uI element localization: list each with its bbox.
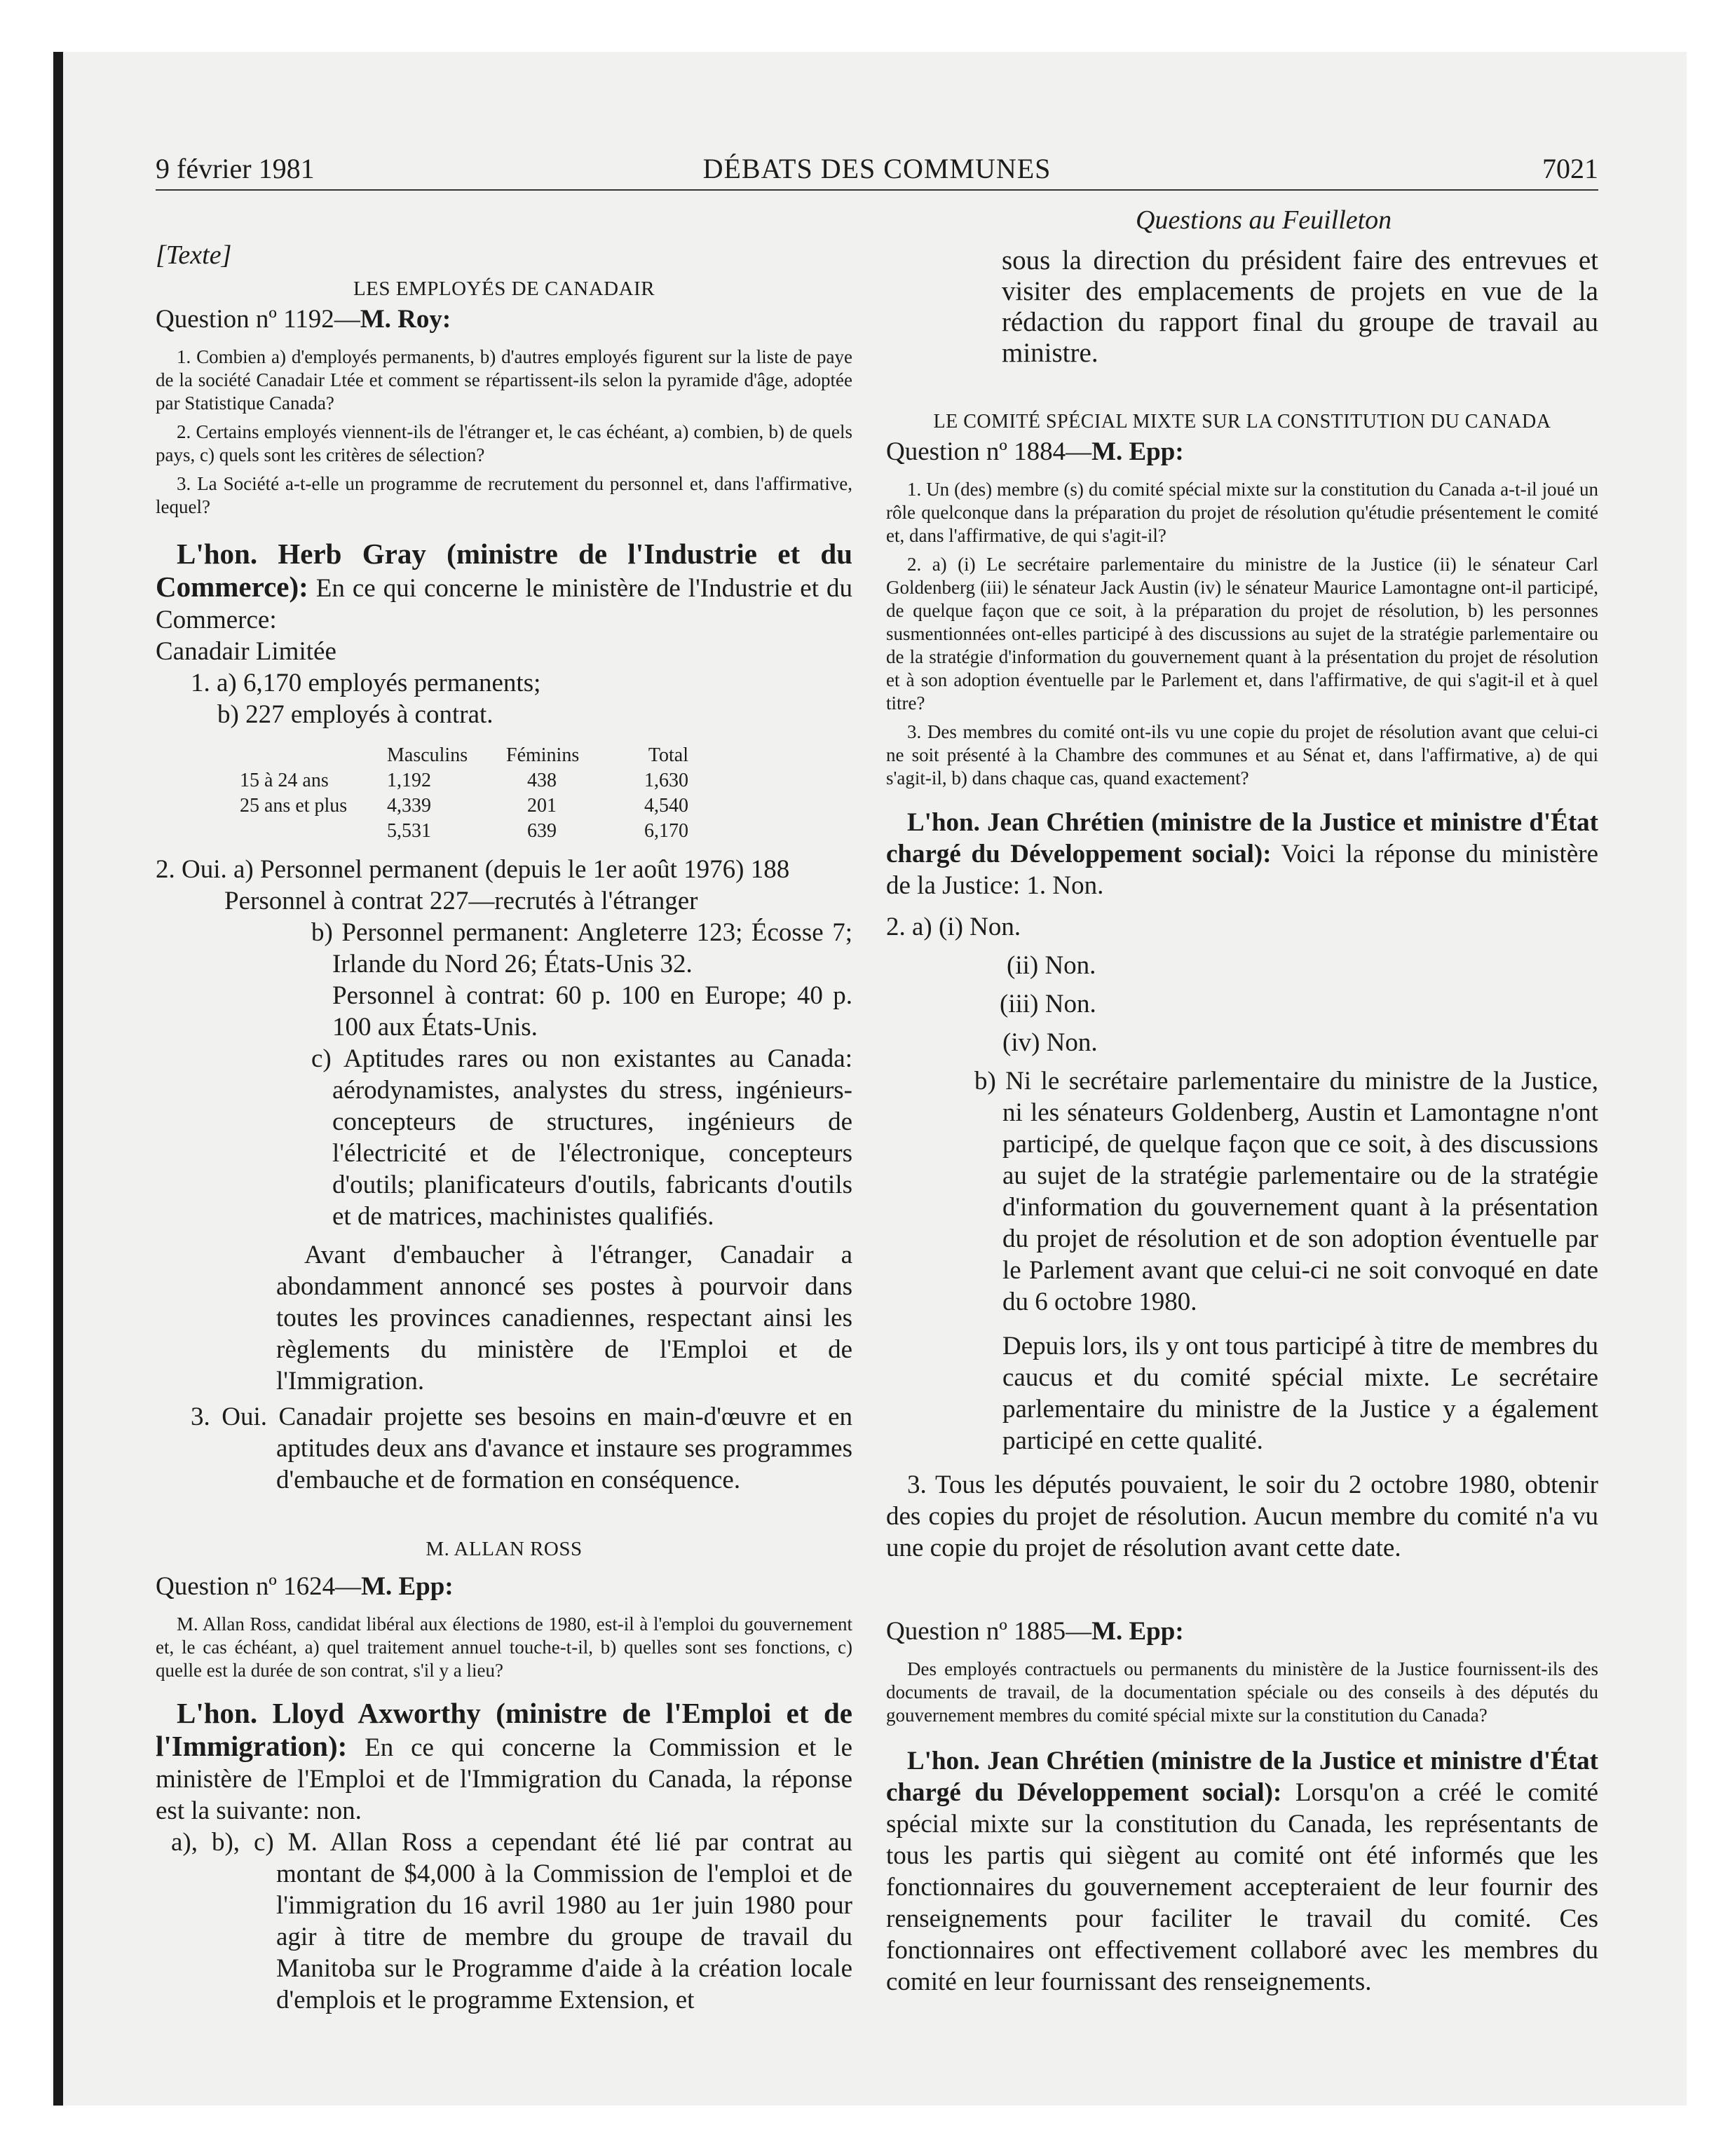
answer-2-note: Avant d'embaucher à l'étranger, Canadair a abondamment annoncé ses postes à pourvoir dans toutes les provinces canadiennes, respectant ainsi les règlements du ministère de l'Emploi et de l'Immigration. [276,1241,852,1396]
answer-axworthy [156,1698,852,1827]
answer-1a: 1. a) 6,170 employés permanents; [191,669,541,697]
answer-intro: En ce qui concerne le ministère de l'Industrie et du Commerce: [156,574,852,634]
answer-chretien-1 [886,807,1598,901]
cell: 4,540 [644,795,688,817]
question-label: Question nº 1624— [156,1572,362,1601]
company-name: Canadair Limitée [156,637,336,666]
heading-allan-ross: M. ALLAN ROSS [426,1538,583,1560]
table-header [240,743,688,768]
cell: 1,192 [387,770,431,791]
q1192-item-1: 1. Combien a) d'employés permanents, b) d'autres employés figurent sur la liste de paye de la société Canadair Ltée et comment se répartissent-ils selon la pyramide d'âge, adoptée par Statistique Canada? [156,346,852,414]
col-header: Masculins [387,744,468,766]
question-member: M. Epp: [361,1572,454,1601]
answer-3: 3. Tous les députés pouvaient, le soir du 2 octobre 1980, obtenir des copies du projet de résolution. Aucun membre du comité n'a vu une copie du projet de résolution avant cette date. [886,1471,1598,1562]
answer-chretien-2 [886,1745,1598,1998]
q1192-item-2: 2. Certains employés viennent-ils de l'étranger et, le cas échéant, a) combien, b) de quels pays, c) quels sont les critères de sélection? [156,421,852,465]
cell: 5,531 [387,820,431,842]
q1884-item-2: 2. a) (i) Le secrétaire parlementaire du ministre de la Justice (ii) le sénateur Carl Goldenberg (iii) le sénateur Jack Austin (iv) le sénateur Maurice Lamontagne ont-il participé, de quelque façon que ce soit, à la préparation du projet de résolution, b) les personnes susmentionnées ont-elles participé à des discussions au sujet de la stratégie parlementaire ou de la stratégie d'information du gouvernement quant à la présentation du projet de résolution et à son adoption éventuelle par le Parlement et, dans l'affirmative, de qui s'agit-il et à quel titre? [886,554,1598,714]
question-1885 [886,1616,1598,1648]
speaker: L'hon. Herb Gray (ministre de l'Industrie et du Commerce): [156,538,852,603]
question-1884 [886,436,1598,468]
cell: 6,170 [644,820,688,842]
q1884-item-3: 3. Des membres du comité ont-ils vu une copie du projet de résolution avant que celui-ci ne soit présenté à la Chambre des communes et au Sénat et, dans l'affirmative, a) de qui s'agit-il, b) dans chaque cas, quand exactement? [886,721,1598,789]
cell [240,819,387,844]
question-member: M. Epp: [1091,1617,1184,1646]
cell: 639 [527,820,557,842]
table-row [240,793,688,819]
continued-text: sous la direction du président faire des entrevues et visiter des emplacements de projets en vue de la rédaction du rapport final du groupe de travail au ministre. [1002,245,1598,368]
answer-2a-iii: (iii) Non. [1000,990,1096,1018]
question-label: Question nº 1192— [156,305,360,334]
speaker: L'hon. Lloyd Axworthy (ministre de l'Emploi et de l'Immigration): [156,1697,852,1762]
cell: 15 à 24 ans [240,770,329,791]
scan-edge [53,52,63,2106]
texte-label: [Texte] [156,240,232,270]
answer-text: Lorsqu'on a créé le comité spécial mixte sur la constitution du Canada, les représentants de tous les partis qui siègent au comité ont été informés que les fonctionnaires du gouvernement accepteraient de leur fournir des renseignements pour faciliter le travail du comité. Ces fonctionnaires ont effectivement collaboré avec les membres du comité en leur fournissant des renseignements. [886,1778,1599,1996]
answer-abc: a), b), c) M. Allan Ross a cependant été lié par contrat au montant de $4,000 à la Commission de l'emploi et de l'immigration du 16 avril 1980 au 1er juin 1980 pour agir à titre de membre du groupe de travail du Manitoba sur le Programme d'aide à la création locale d'emplois et le programme Extension, et [171,1828,852,2014]
col-header: Féminins [506,744,580,766]
answer-2b-contract: Personnel à contrat: 60 p. 100 en Europe; 40 p. 100 aux États-Unis. [332,981,852,1042]
page-header [156,146,1598,191]
question-member: M. Epp: [1091,437,1184,466]
speaker: L'hon. Jean Chrétien (ministre de la Justice et ministre d'État chargé du Développement social): [886,808,1598,868]
header-title: DÉBATS DES COMMUNES [702,153,1052,184]
header-page-number: 7021 [1542,153,1598,184]
cell: 4,339 [387,795,431,817]
answer-2a: 2. Oui. a) Personnel permanent (depuis le 1er août 1976) 188 [156,855,790,884]
question-label: Question nº 1884— [886,437,1092,466]
speaker: L'hon. Jean Chrétien (ministre de la Justice et ministre d'État chargé du Développement social): [886,1747,1598,1807]
header-date: 9 février 1981 [156,153,315,184]
question-1192 [156,303,852,336]
table-row [240,819,688,844]
left-column [156,236,852,2016]
answer-3: 3. Oui. Canadair projette ses besoins en main-d'œuvre et en aptitudes deux ans d'avance et instaure ses programmes d'embauche et de formation en conséquence. [191,1403,852,1494]
heading-canadair: LES EMPLOYÉS DE CANADAIR [353,278,655,300]
answer-intro: Voici la réponse du ministère de la Justice: 1. Non. [886,840,1598,900]
answer-gray [156,538,852,636]
answer-2b: b) Ni le secrétaire parlementaire du ministre de la Justice, ni les sénateurs Goldenberg, Austin et Lamontagne n'ont participé, de quelque façon que ce soit, à des discussions au sujet de la stratégie parlementaire ou de la stratégie d'information du gouvernement quant à la présentation du projet de résolution et de son adoption éventuelle par le Parlement avant que celui-ci ne soit convoqué en date du 6 octobre 1980. [974,1067,1598,1316]
answer-2b-since: Depuis lors, ils y ont tous participé à titre de membres du caucus et du comité spécial mixte. Le secrétaire parlementaire du ministre de la Justice y a également participé en cette qualité. [1002,1332,1598,1455]
answer-2a-i: 2. a) (i) Non. [886,913,1021,941]
cell: 438 [527,770,557,791]
answer-2c: c) Aptitudes rares ou non existantes au Canada: aérodynamistes, analystes du stress, ingénieurs-concepteurs de structures, ingénieurs de l'électricité et de l'électronique, concepteurs d'outils; planificateurs d'outils, fabricants d'outils et de matrices, machinistes qualifiés. [311,1044,852,1231]
answer-2a-ii: (ii) Non. [1007,951,1096,980]
cell: 25 ans et plus [240,795,348,817]
answer-2b: b) Personnel permanent: Angleterre 123; Écosse 7; Irlande du Nord 26; États-Unis 32. [311,918,852,978]
question-1624 [156,1571,852,1603]
heading-constitution: LE COMITÉ SPÉCIAL MIXTE SUR LA CONSTITUTION DU CANADA [933,411,1551,432]
age-table [240,743,688,844]
q1884-item-1: 1. Un (des) membre (s) du comité spécial mixte sur la constitution du Canada a-t-il joué un rôle quelconque dans la préparation du projet de résolution qu'étudie présentement le comité et, dans l'affirmative, de qui s'agit-il? [886,479,1598,546]
cell: 1,630 [644,770,688,791]
col-header: Total [648,744,688,766]
answer-intro: En ce qui concerne la Commission et le ministère de l'Emploi et de l'Immigration du Canada, la réponse est la suivante: non. [156,1733,852,1825]
answer-2a-contract: Personnel à contrat 227—recrutés à l'étranger [224,887,698,915]
q1624-text: M. Allan Ross, candidat libéral aux élections de 1980, est-il à l'emploi du gouvernement et, le cas échéant, a) quel traitement annuel touche-t-il, b) quelles sont ses fonctions, c) quelle est la durée de son contrat, s'il y a lieu? [156,1613,852,1681]
right-column [886,245,1598,1998]
question-label: Question nº 1885— [886,1617,1092,1646]
section-title: Questions au Feuilleton [1136,205,1392,235]
cell: 201 [527,795,557,817]
answer-2a-iv: (iv) Non. [1002,1028,1098,1057]
table-row [240,768,688,793]
answer-1b: b) 227 employés à contrat. [217,700,494,729]
q1885-text: Des employés contractuels ou permanents du ministère de la Justice fournissent-ils des documents de travail, de la documentation spéciale ou des conseils à des députés du gouvernement membres du comité spécial mixte sur la constitution du Canada? [886,1658,1598,1726]
q1192-item-3: 3. La Société a-t-elle un programme de recrutement du personnel et, dans l'affirmative, lequel? [156,473,852,517]
question-member: M. Roy: [360,305,451,334]
